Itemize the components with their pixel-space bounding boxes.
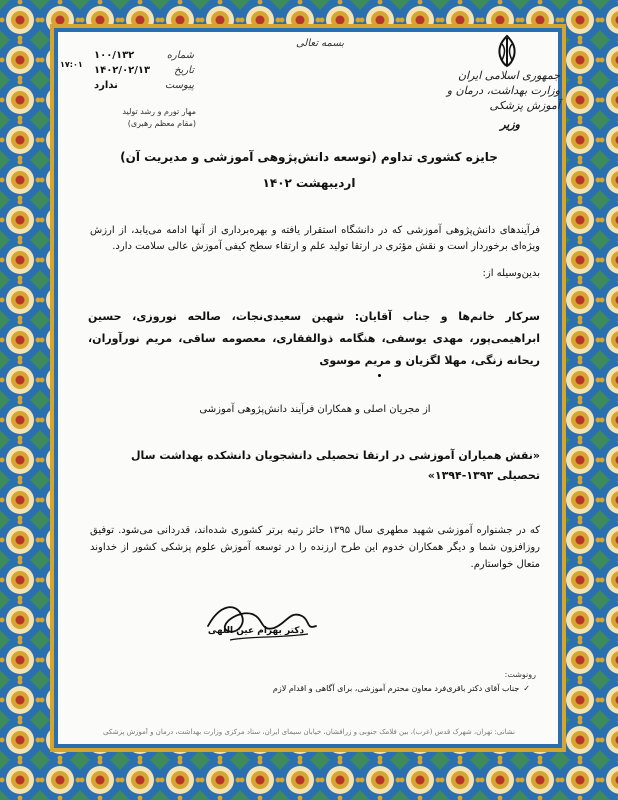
closing-paragraph: که در جشنواره آموزشی شهید مطهری سال ۱۳۹۵ حائز رتبه برتر کشوری شده‌اند، قدردانی می‌شود. توفیق روزافزون شما و دیگر همکاران خدوم این طرح ارزنده را در توسعه آموزش علوم پزشکی کشور از خداوند متعال خواستارم. [90, 525, 541, 570]
salutation: بدین‌وسیله از: [482, 268, 540, 279]
year-slogan [76, 106, 196, 130]
meta-date-label: تاریخ [174, 65, 194, 76]
meta-attachment-label: پیوست [164, 80, 194, 91]
cc-item [200, 684, 530, 693]
ministry-name [440, 68, 560, 113]
meta-number-label: شماره [166, 50, 194, 61]
recipients-names: سرکار خانم‌ها و جناب آقایان: شهین سعیدی‌نجات، صالحه نوروزی، حسین ابراهیمی‌پور، مهدی یوسفی، هنگامه ذوالفقاری، معصومه ساقی، مریم نورآوران، ریحانه زنگی، مهلا لگزیان و مریم موسوی [88, 310, 540, 367]
letter-meta [94, 48, 194, 93]
meta-date-value: ۱۴۰۲/۰۲/۱۳ [94, 65, 151, 76]
award-title: جایزه کشوری تداوم (توسعه دانش‌پژوهی آموزشی و مدیریت آن) [120, 150, 498, 164]
minister-title: وزیر [500, 118, 520, 131]
meta-number-value: ۱۰۰/۱۳۲ [94, 50, 135, 61]
meta-date-row [94, 63, 194, 78]
meta-attachment-row [94, 78, 194, 93]
signature-icon [190, 596, 330, 650]
bismillah-text: بسمه تعالی [295, 38, 345, 49]
role-line: از مجریان اصلی و همکاران فرآیند دانش‌پژوهی آموزشی [199, 404, 431, 415]
meta-attachment-value: ندارد [94, 80, 118, 91]
ministry-line: جمهوری اسلامی ایران [457, 69, 560, 82]
check-icon: ✓ [523, 684, 530, 693]
meta-time: ۱۷:۰۱ [60, 60, 83, 69]
iran-emblem-icon [492, 34, 522, 68]
project-title: «نقش همیاران آموزشی در ارتقا تحصیلی دانشجویان دانشکده بهداشت سال تحصیلی ۱۳۹۳-۱۳۹۴» [131, 449, 540, 482]
slogan-line: مهار تورم و رشد تولید [122, 107, 196, 116]
slogan-source: (مقام معظم رهبری) [127, 119, 196, 128]
footer-address: نشانی: تهران، شهرک قدس (غرب)، بین فلامک جنوبی و زرافشان، خیابان سیمای ایران، ستاد مرکزی وزارت بهداشت، درمان و آموزش پزشکی [103, 728, 515, 736]
ministry-line: وزارت بهداشت، درمان و آموزش پزشکی [446, 84, 560, 112]
ink-dot [378, 374, 381, 377]
cc-item-text: جناب آقای دکتر باقری‌فرد معاون محترم آموزشی، برای آگاهی و اقدام لازم [272, 684, 520, 693]
meta-number-row [94, 48, 194, 63]
signatory-name: دکتر بهرام عین اللهی [207, 626, 305, 636]
cc-title: رونوشت: [504, 670, 536, 679]
award-date: اردیبهشت ۱۴۰۲ [262, 176, 356, 190]
intro-paragraph: فرآیندهای دانش‌پژوهی آموزشی که در دانشگاه استقرار یافته و بهره‌برداری از آنها ادامه می‌یابد، از ارزش ویژه‌ای برخوردار است و نقش مؤثری در ارتقا تولید علم و ارتقاء سطح کیفی آموزش عالی سلامت دارد. [90, 225, 540, 252]
